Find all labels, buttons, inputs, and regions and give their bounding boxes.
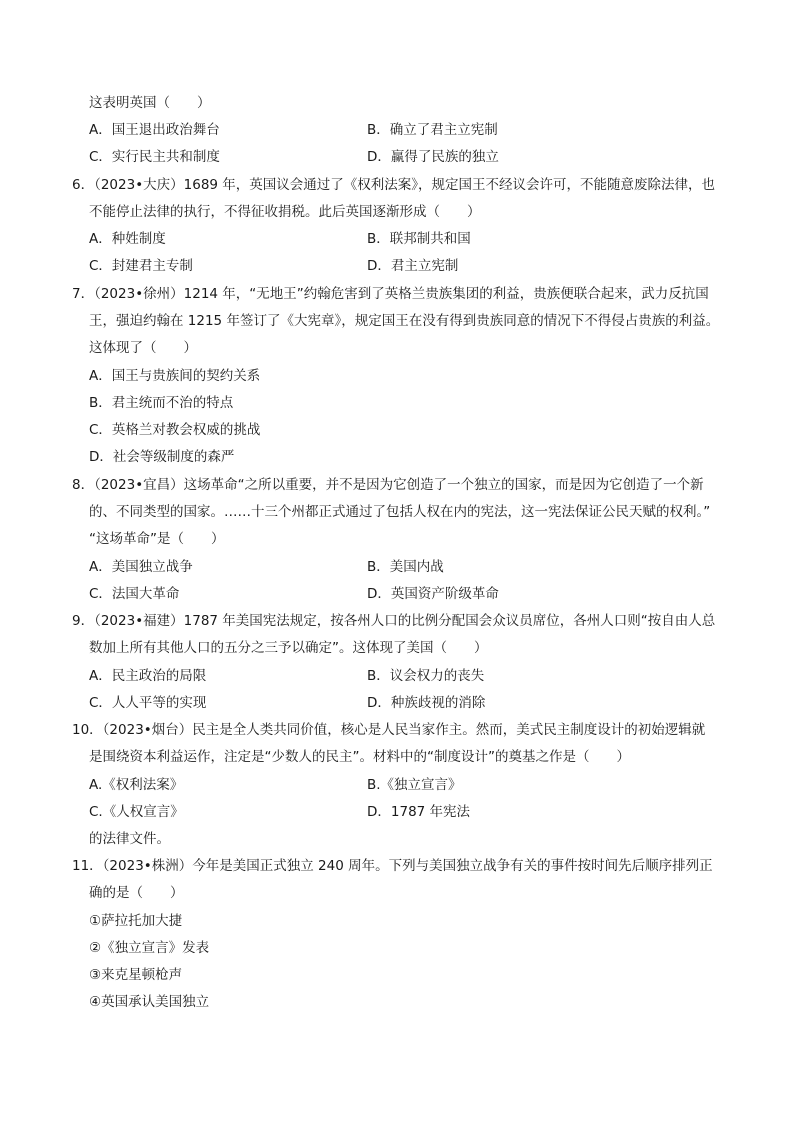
q5-tail: 这表明英国（ ） bbox=[89, 95, 211, 111]
q7-option-a: A．国王与贵族间的契约关系 bbox=[89, 368, 261, 384]
q11-stem-line-1: 11．（2023•株洲）今年是美国正式独立 240 周年。下列与美国独立战争有关的事件按时间先后顺序排列正 bbox=[72, 858, 713, 874]
q6-option-a: A．种姓制度 bbox=[89, 231, 166, 247]
q7-stem-line-3: 这体现了（ ） bbox=[89, 340, 197, 356]
q11-stem-line-2: 确的是（ ） bbox=[89, 885, 184, 901]
q6-stem-line-1: 6．（2023•大庆）1689 年，英国议会通过了《权利法案》，规定国王不经议会许可，不能随意废除法律，也 bbox=[72, 177, 716, 193]
q10-option-b: B.《独立宣言》 bbox=[367, 777, 462, 793]
q5-option-a: A．国王退出政治舞台 bbox=[89, 122, 220, 138]
q9-stem-line-1: 9．（2023•福建）1787 年美国宪法规定，按各州人口的比例分配国会众议员席位，各州人口则“按自由人总 bbox=[72, 613, 716, 629]
q10-stem-line-1: 10．（2023•烟台）民主是全人类共同价值，核心是人民当家作主。然而，美式民主制度设计的初始逻辑就 bbox=[72, 722, 706, 738]
q5-option-c: C．实行民主共和制度 bbox=[89, 149, 220, 165]
q5-option-d: D．赢得了民族的独立 bbox=[367, 149, 499, 165]
q7-option-c: C．英格兰对教会权威的挑战 bbox=[89, 422, 261, 438]
q11-item-2: ②《独立宣言》发表 bbox=[89, 940, 210, 956]
q5-option-b: B．确立了君主立宪制 bbox=[367, 122, 498, 138]
q9-stem-line-2: 数加上所有其他人口的五分之三予以确定”。这体现了美国（ ） bbox=[89, 640, 488, 656]
q9-option-c: C．人人平等的实现 bbox=[89, 695, 207, 711]
q10-option-c: C.《人权宣言》 bbox=[89, 804, 184, 820]
q9-option-a: A．民主政治的局限 bbox=[89, 668, 207, 684]
q11-item-1: ①萨拉托加大捷 bbox=[89, 913, 183, 929]
q10-tail: 的法律文件。 bbox=[89, 831, 170, 847]
q8-option-a: A．美国独立战争 bbox=[89, 559, 193, 575]
q8-stem-line-1: 8．（2023•宜昌）这场革命“之所以重要，并不是因为它创造了一个独立的国家，而是因为它创造了一个新 bbox=[72, 477, 704, 493]
q8-option-c: C．法国大革命 bbox=[89, 586, 180, 602]
q6-option-d: D．君主立宪制 bbox=[367, 258, 459, 274]
q6-stem-line-2: 不能停止法律的执行，不得征收捐税。此后英国逐渐形成（ ） bbox=[89, 204, 481, 220]
q7-stem-line-1: 7．（2023•徐州）1214 年，“无地王”约翰危害到了英格兰贵族集团的利益，贵族便联合起来，武力反抗国 bbox=[72, 286, 709, 302]
q7-option-d: D．社会等级制度的森严 bbox=[89, 449, 235, 465]
q8-stem-line-2: 的、不同类型的国家。……十三个州都正式通过了包括人权在内的宪法，这一宪法保证公民天赋的权利。” bbox=[89, 504, 711, 520]
q11-item-3: ③来克星顿枪声 bbox=[89, 967, 183, 983]
q6-option-b: B．联邦制共和国 bbox=[367, 231, 471, 247]
q7-option-b: B．君主统而不治的特点 bbox=[89, 395, 234, 411]
q9-option-d: D．种族歧视的消除 bbox=[367, 695, 486, 711]
q8-option-b: B．美国内战 bbox=[367, 559, 444, 575]
q10-stem-line-2: 是围绕资本利益运作，注定是“少数人的民主”。材料中的“制度设计”的奠基之作是（ ） bbox=[89, 749, 630, 765]
q6-option-c: C．封建君主专制 bbox=[89, 258, 193, 274]
q8-stem-line-3: “这场革命”是（ ） bbox=[89, 531, 225, 547]
q10-option-d: D．1787 年宪法 bbox=[367, 804, 471, 820]
q9-option-b: B．议会权力的丧失 bbox=[367, 668, 485, 684]
q8-option-d: D．英国资产阶级革命 bbox=[367, 586, 499, 602]
q10-option-a: A.《权利法案》 bbox=[89, 777, 184, 793]
q7-stem-line-2: 王，强迫约翰在 1215 年签订了《大宪章》，规定国王在没有得到贵族同意的情况下不得侵占贵族的利益。 bbox=[89, 313, 720, 329]
q11-item-4: ④英国承认美国独立 bbox=[89, 994, 210, 1010]
